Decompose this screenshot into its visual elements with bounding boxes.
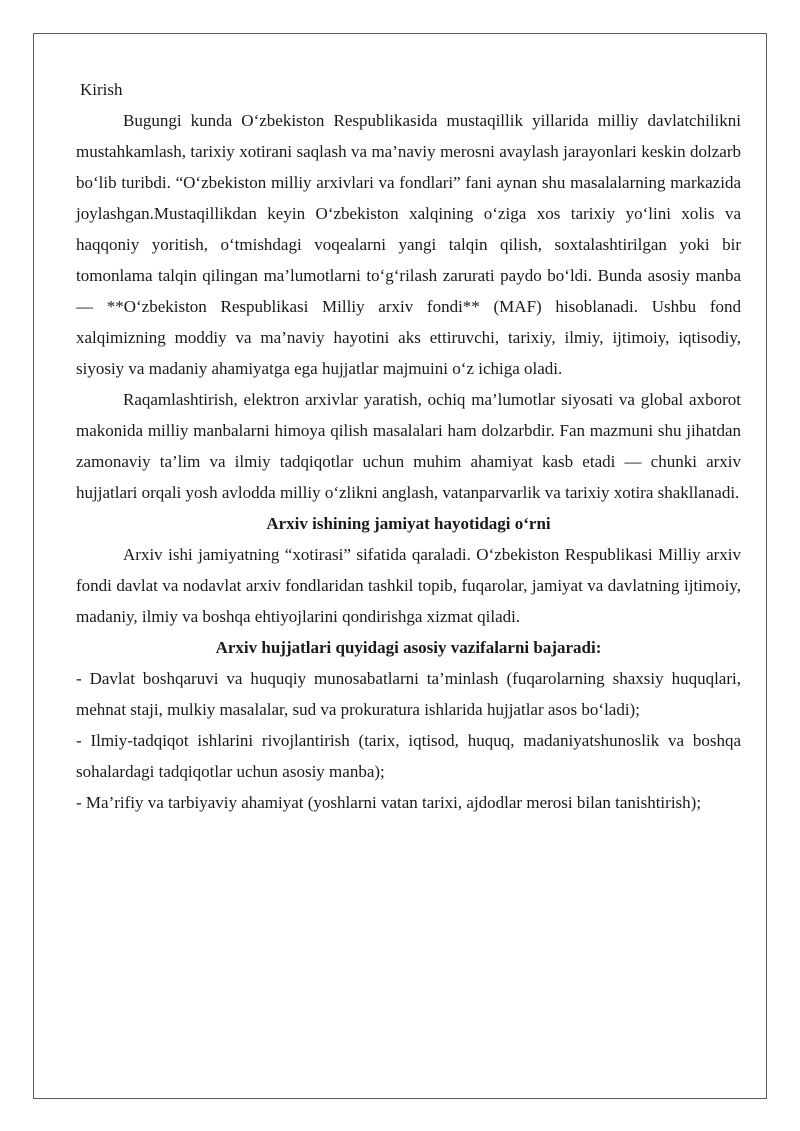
document-body — [76, 74, 741, 818]
list-item: - Davlat boshqaruvi va huquqiy munosabatlarni ta’minlash (fuqarolarning shaxsiy huquqlari, mehnat staji, mulkiy masalalar, sud va prokuratura ishlarida hujjatlar asos bo‘ladi); — [76, 669, 741, 719]
intro-paragraph-1: Bugungi kunda O‘zbekiston Respublikasida mustaqillik yillarida milliy davlatchilikni mustahkamlash, tarixiy xotirani saqlash va ma’naviy merosni avaylash jarayonlari keskin dolzarb bo‘lib turibdi. “O‘zbekiston milliy arxivlari va fondlari” fani aynan shu masalalarning markazida joylashgan.Mustaqillikdan keyin O‘zbekiston xalqining o‘ziga xos tarixiy yo‘lini xolis va haqqoniy yoritish, o‘tmishdagi voqealarni yangi talqin qilish, soxtalashtirilgan yoki bir tomonlama talqin qilingan ma’lumotlarni to‘g‘rilash zarurati paydo bo‘ldi. Bunda asosiy manba — **O‘zbekiston Respublikasi Milliy arxiv fondi** (MAF) hisoblanadi. Ushbu fond xalqimizning moddiy va ma’naviy hayotini aks ettiruvchi, tarixiy, ilmiy, ijtimoiy, iqtisodiy, siyosiy va madaniy ahamiyatga ega hujjatlar majmuini o‘z ichiga oladi. — [76, 111, 741, 378]
list-item: - Ilmiy-tadqiqot ishlarini rivojlantirish (tarix, iqtisod, huquq, madaniyatshunoslik va boshqa sohalardagi tadqiqotlar uchun asosiy manba); — [76, 731, 741, 781]
section-heading-role: Arxiv ishining jamiyat hayotidagi o‘rni — [266, 514, 551, 533]
list-item: - Ma’rifiy va tarbiyaviy ahamiyat (yoshlarni vatan tarixi, ajdodlar merosi bilan tanishtirish); — [76, 793, 702, 812]
document-title: Kirish — [80, 80, 123, 99]
section-heading-functions: Arxiv hujjatlari quyidagi asosiy vazifalarni bajaradi: — [215, 638, 602, 657]
section-paragraph-role: Arxiv ishi jamiyatning “xotirasi” sifatida qaraladi. O‘zbekiston Respublikasi Milliy arxiv fondi davlat va nodavlat arxiv fondlaridan tashkil topib, fuqarolar, jamiyat va davlatning ijtimoiy, madaniy, ilmiy va boshqa ehtiyojlarini qondirishga xizmat qiladi. — [76, 545, 741, 626]
intro-paragraph-2: Raqamlashtirish, elektron arxivlar yaratish, ochiq ma’lumotlar siyosati va global axborot makonida milliy manbalarni himoya qilish masalalari ham dolzarbdir. Fan mazmuni shu jihatdan zamonaviy ta’lim va ilmiy tadqiqotlar uchun muhim ahamiyat kasb etadi — chunki arxiv hujjatlari orqali yosh avlodda milliy o‘zlikni anglash, vatanparvarlik va tarixiy xotira shakllanadi. — [76, 390, 741, 502]
